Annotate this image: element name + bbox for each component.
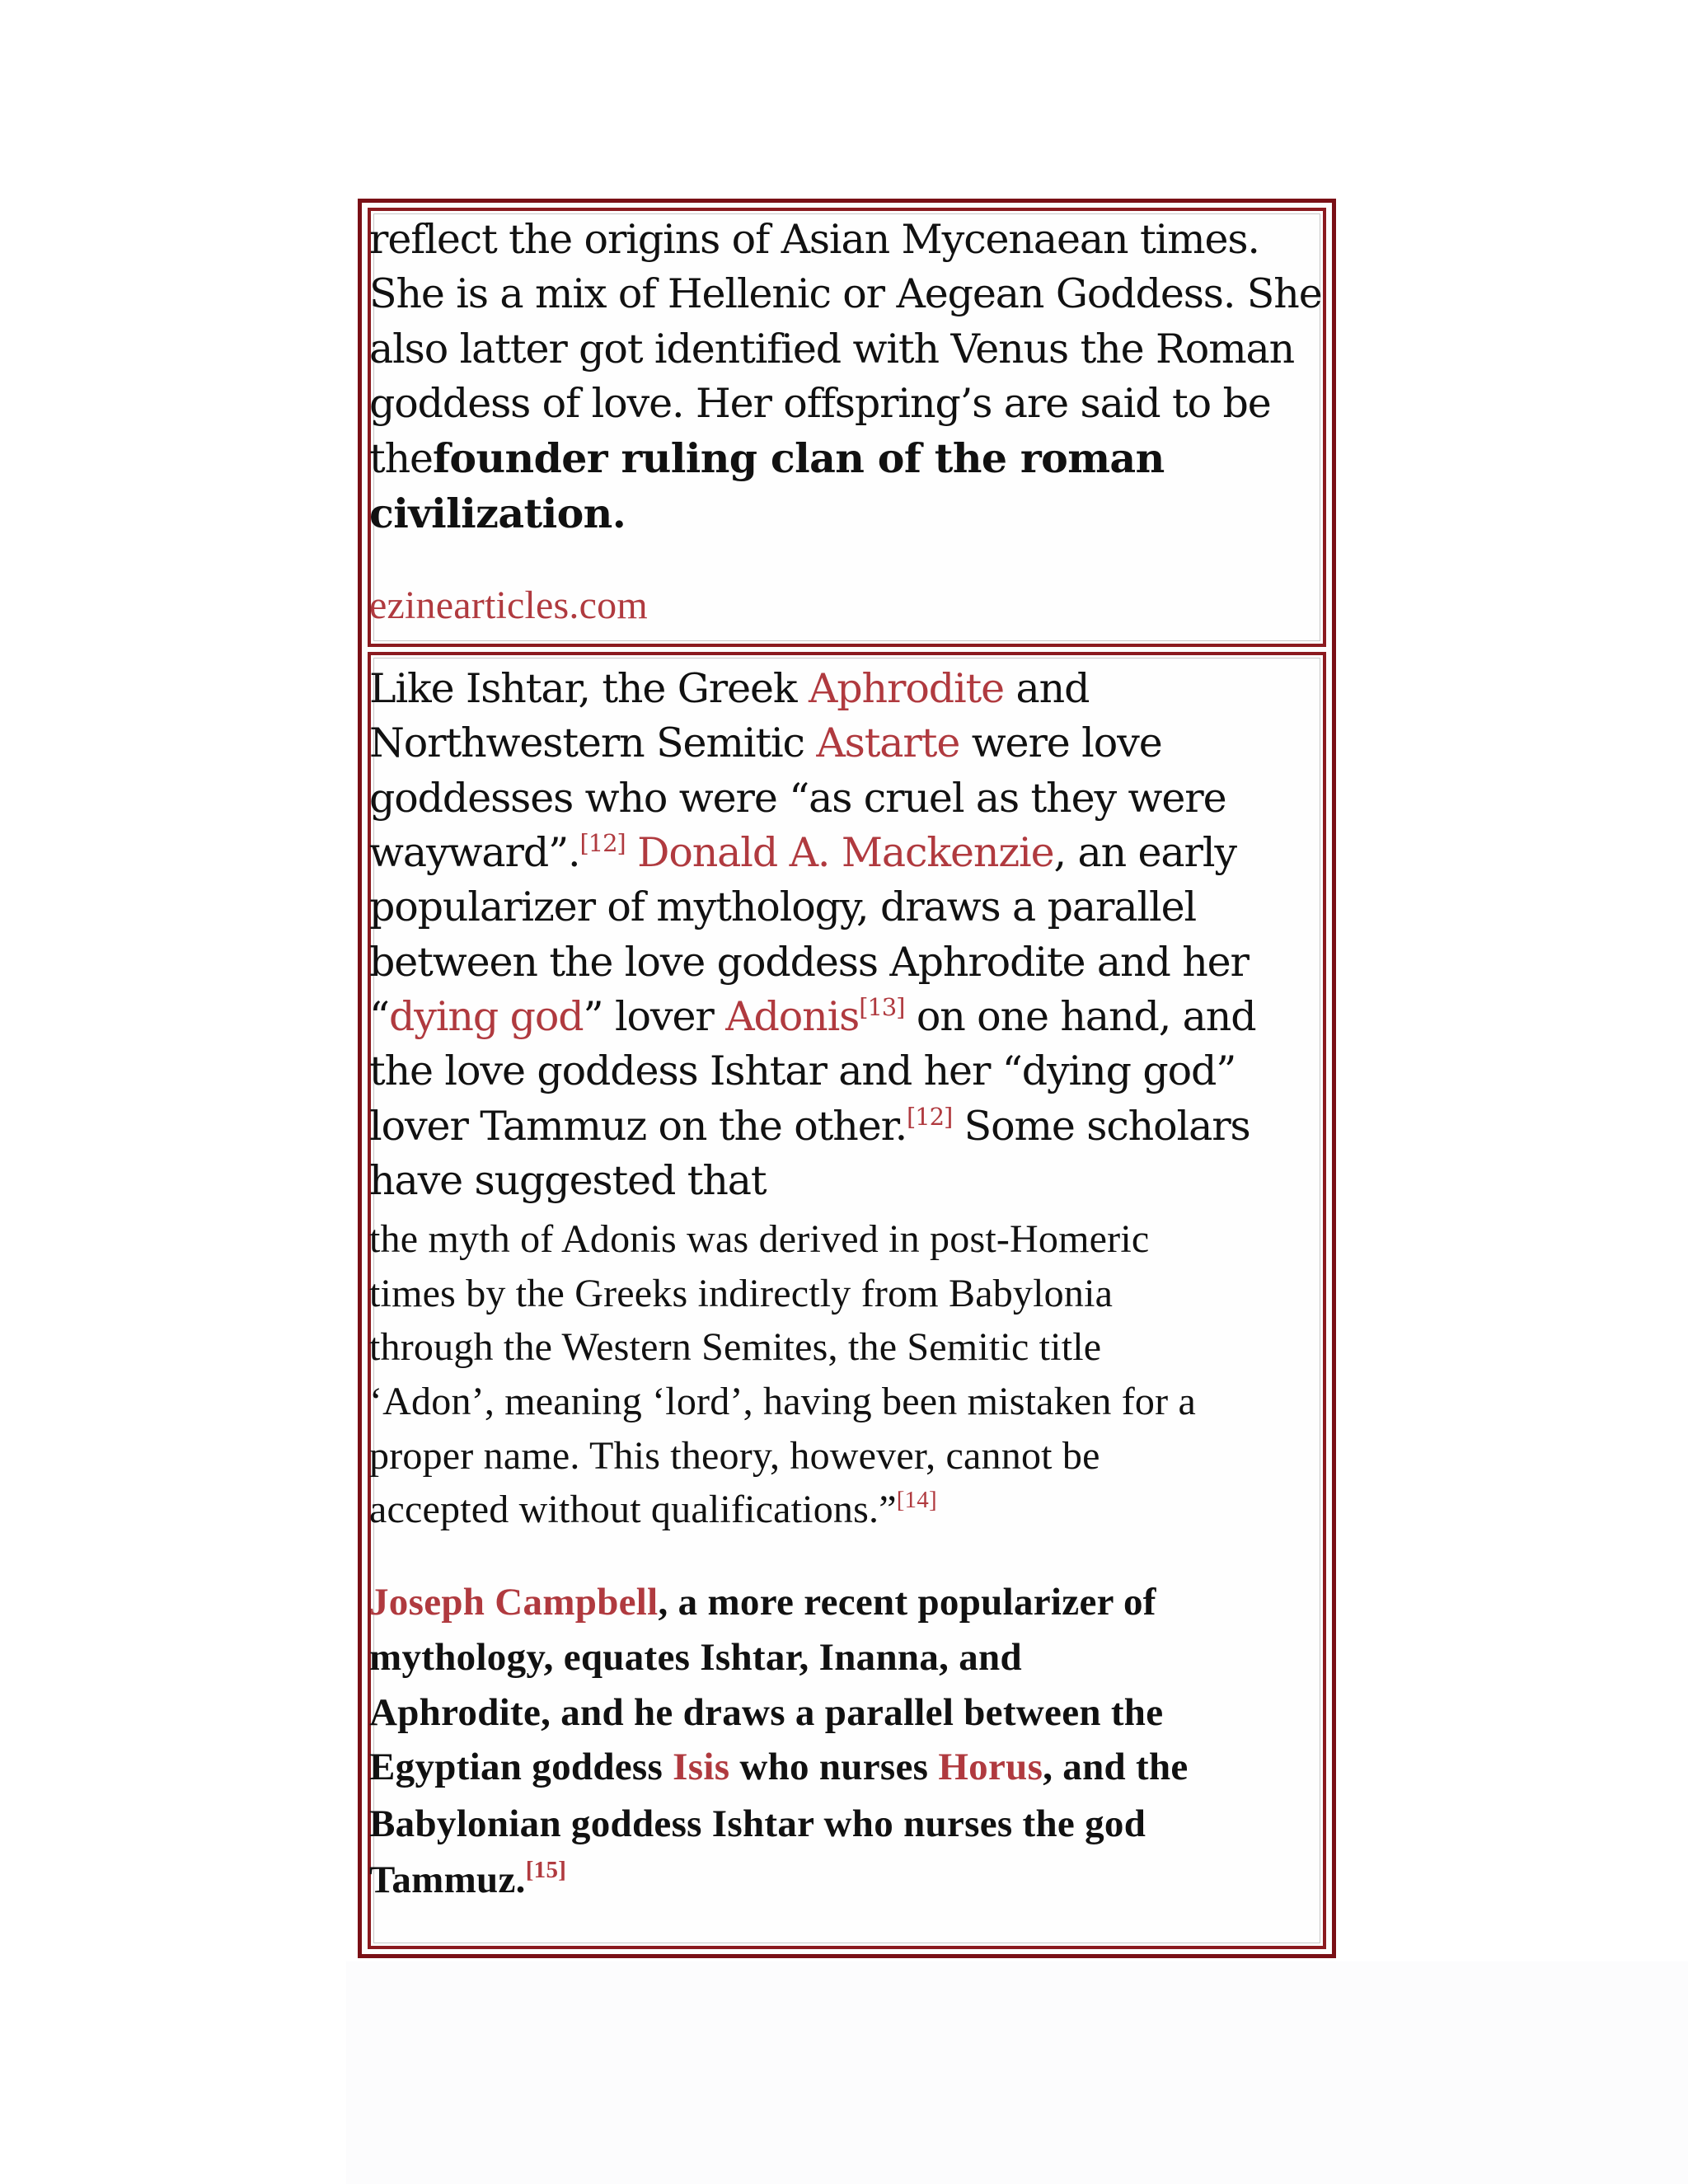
bold-line: mythology, equates Ishtar, Inanna, and [369, 1636, 1022, 1679]
text-line [369, 434, 1165, 482]
text-run: , an early [1053, 829, 1237, 876]
donald-mackenzie-link[interactable]: Donald A. Mackenzie [637, 829, 1054, 876]
bold-line [369, 1857, 566, 1902]
text-run: and [1004, 665, 1090, 712]
text-run: ” lover [583, 993, 726, 1040]
text-line: have suggested that [369, 1157, 767, 1204]
adonis-link[interactable]: Adonis [725, 993, 860, 1040]
quote-line: proper name. This theory, however, cannot be [369, 1434, 1100, 1478]
text-run: wayward”. [369, 829, 580, 876]
quote-line: the myth of Adonis was derived in post-Homeric [369, 1217, 1150, 1261]
citation-link[interactable]: [15] [525, 1857, 567, 1883]
text-run: , a more recent popularizer of [658, 1581, 1156, 1624]
text-run: Northwestern Semitic [369, 719, 817, 766]
text-line: also latter got identified with Venus the Roman [369, 326, 1295, 373]
text-line [369, 1103, 1250, 1150]
text-line [369, 993, 1256, 1040]
text-run: accepted without qualifications.” [369, 1488, 897, 1531]
quote-line [369, 1487, 937, 1532]
aphrodite-link[interactable]: Aphrodite [808, 665, 1005, 712]
text-run: Some scholars [952, 1103, 1250, 1150]
quote-line: times by the Greeks indirectly from Babylonia [369, 1272, 1114, 1315]
text-run: “ [369, 993, 389, 1040]
text-run: were love [959, 719, 1162, 766]
text-run: the [369, 435, 433, 482]
text-line: popularizer of mythology, draws a parallel [369, 883, 1197, 930]
joseph-campbell-link[interactable]: Joseph Campbell [369, 1581, 659, 1624]
text-line [369, 665, 1089, 712]
isis-link[interactable]: Isis [673, 1746, 730, 1788]
bold-line [369, 1580, 1156, 1624]
text-line: goddess of love. Her offspring’s are said to be [369, 380, 1271, 427]
quote-line: through the Western Semites, the Semitic title [369, 1325, 1102, 1369]
bold-line: Aphrodite, and he draws a parallel between the [369, 1691, 1164, 1734]
text-line [369, 829, 1236, 876]
text-run: who nurses [729, 1746, 939, 1788]
citation-link[interactable]: [14] [896, 1487, 937, 1513]
bold-text: founder ruling clan of the roman [432, 434, 1165, 482]
citation-link[interactable]: [12] [907, 1103, 953, 1131]
text-run: lover Tammuz on the other. [369, 1103, 907, 1150]
bold-line [369, 1745, 1189, 1789]
bold-line: Babylonian goddess Ishtar who nurses the god [369, 1802, 1146, 1845]
text-line: goddesses who were “as cruel as they were [369, 775, 1226, 822]
astarte-link[interactable]: Astarte [816, 719, 960, 766]
text-line: reflect the origins of Asian Mycenaean times. [369, 216, 1259, 263]
horus-link[interactable]: Horus [938, 1746, 1043, 1788]
source-link[interactable]: ezinearticles.com [369, 583, 648, 627]
text-run: Like Ishtar, the Greek [369, 665, 809, 712]
page-shade [346, 1961, 1688, 2184]
text-line: She is a mix of Hellenic or Aegean Goddess. She [369, 270, 1322, 317]
citation-link[interactable]: [13] [859, 993, 905, 1021]
text-line [369, 719, 1162, 766]
text-run: , and the [1043, 1746, 1189, 1788]
text-run: on one hand, and [904, 993, 1256, 1040]
citation-link[interactable]: [12] [579, 829, 626, 857]
text-run: Tammuz. [369, 1858, 526, 1901]
text-run: Egyptian goddess [369, 1746, 673, 1788]
dying-god-link[interactable]: dying god [388, 993, 584, 1040]
bold-text: civilization. [369, 490, 626, 537]
text-line: the love goddess Ishtar and her “dying god” [369, 1047, 1236, 1094]
text-line: between the love goddess Aphrodite and her [369, 939, 1249, 986]
quote-line: ‘Adon’, meaning ‘lord’, having been mistaken for a [369, 1380, 1197, 1423]
